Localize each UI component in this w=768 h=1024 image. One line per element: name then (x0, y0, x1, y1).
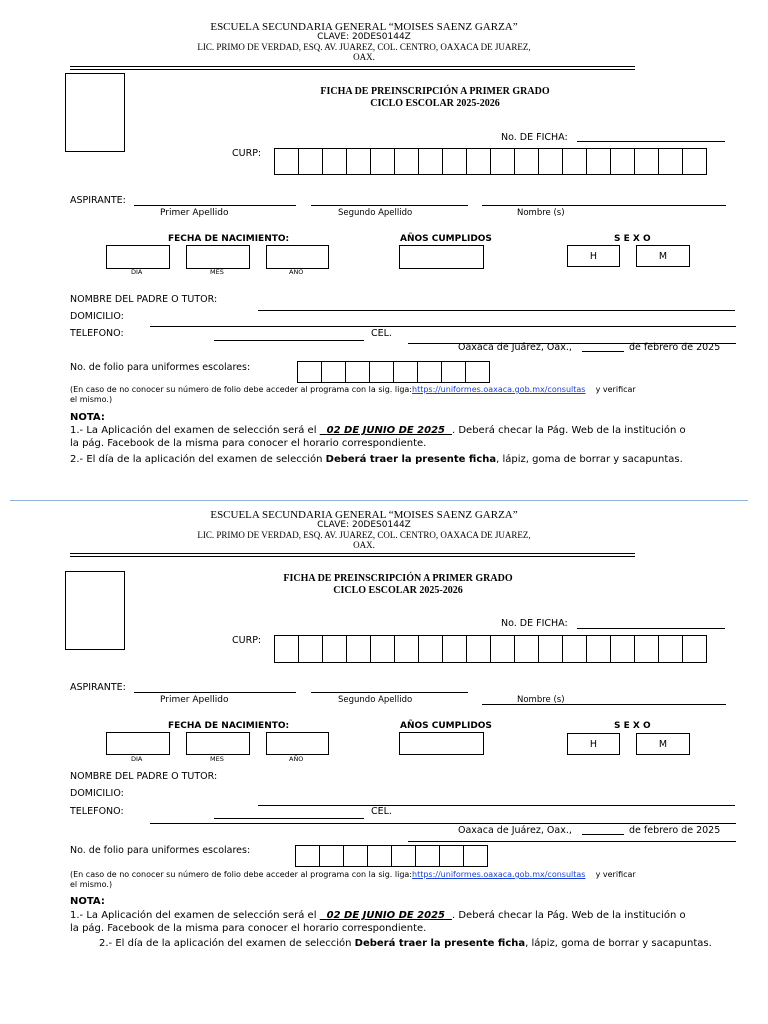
school-name: ESCUELA SECUNDARIA GENERAL “MOISES SAENZ GARZA” (210, 509, 518, 521)
padre-label: NOMBRE DEL PADRE O TUTOR: (70, 294, 218, 305)
school-header (0, 510, 748, 550)
photo-box[interactable] (65, 571, 125, 650)
primer-apellido-field[interactable] (134, 692, 296, 693)
school-clave: CLAVE: 20DES0144Z (317, 32, 411, 42)
sexo-m-box[interactable]: M (636, 245, 690, 267)
segundo-apellido-caption: Segundo Apellido (338, 208, 413, 218)
form-title-line1: FICHA DE PREINSCRIPCIÓN A PRIMER GRADO (283, 573, 513, 584)
sexo-label: S E X O (614, 721, 651, 731)
anos-cumplidos-label: AÑOS CUMPLIDOS (400, 234, 492, 244)
dia-caption: DIA (131, 268, 143, 276)
nota-2: 2.- El día de la aplicación del examen de selección Deberá traer la presente ficha, lápiz, goma de borrar y sacapuntas. (99, 938, 712, 949)
folio-label: No. de folio para uniformes escolares: (70, 362, 251, 373)
fecha-lugar-b: de febrero de 2025 (629, 342, 721, 353)
cel-label: CEL. (371, 328, 392, 339)
ano-caption: AÑO (289, 755, 304, 763)
nombre-field[interactable] (482, 205, 726, 206)
telefono-label: TELEFONO: (70, 328, 124, 339)
primer-apellido-caption: Primer Apellido (160, 695, 229, 705)
school-name: ESCUELA SECUNDARIA GENERAL “MOISES SAENZ GARZA” (210, 21, 518, 33)
ficha-label: No. DE FICHA: (501, 132, 568, 143)
fecha-lugar-b: de febrero de 2025 (629, 825, 721, 836)
copy-separator (10, 500, 748, 501)
aspirante-label: ASPIRANTE: (70, 682, 126, 693)
fecha-dia-field[interactable] (582, 351, 624, 352)
cel-field[interactable] (408, 841, 736, 842)
primer-apellido-field[interactable] (134, 205, 296, 206)
folio-cells[interactable] (295, 845, 487, 867)
ficha-field[interactable] (577, 628, 725, 629)
dia-box[interactable] (106, 245, 170, 269)
header-divider (70, 66, 635, 70)
ficha-field[interactable] (577, 141, 725, 142)
header-divider (70, 553, 635, 557)
form-title (255, 86, 615, 110)
curp-cells[interactable] (274, 148, 706, 175)
telefono-field[interactable] (214, 818, 364, 819)
domicilio-label: DOMICILIO: (70, 788, 124, 799)
anos-cumplidos-label: AÑOS CUMPLIDOS (400, 721, 492, 731)
sexo-m-box[interactable]: M (636, 733, 690, 755)
dia-box[interactable] (106, 732, 170, 755)
fecha-lugar-a: Oaxaca de Juárez, Oax., (458, 825, 572, 836)
fecha-nacimiento-label: FECHA DE NACIMIENTO: (168, 721, 290, 731)
fecha-dia-field[interactable] (582, 834, 624, 835)
mes-box[interactable] (186, 732, 250, 755)
folio-note: (En caso de no conocer su número de folio debe acceder al programa con la sig. liga:https://uniformes.oaxaca.gob.mx/consultas y verificar el mismo.) (70, 870, 636, 889)
padre-field[interactable] (258, 805, 735, 806)
primer-apellido-caption: Primer Apellido (160, 208, 229, 218)
school-address-2: OAX. (353, 540, 375, 550)
segundo-apellido-field[interactable] (311, 205, 468, 206)
ano-caption: AÑO (289, 268, 304, 276)
school-header (0, 22, 748, 62)
form-title-line2: CICLO ESCOLAR 2025-2026 (370, 98, 500, 109)
ano-box[interactable] (266, 245, 329, 269)
form-title-line2: CICLO ESCOLAR 2025-2026 (333, 585, 463, 596)
mes-caption: MES (210, 268, 224, 276)
nombre-caption: Nombre (s) (517, 208, 565, 218)
nota-2: 2.- El día de la aplicación del examen de selección Deberá traer la presente ficha, lápiz, goma de borrar y sacapuntas. (70, 454, 683, 465)
padre-field[interactable] (258, 310, 735, 311)
uniformes-link[interactable]: https://uniformes.oaxaca.gob.mx/consultas (412, 385, 586, 394)
nota-1: 1.- La Aplicación del examen de selección será el 02 DE JUNIO DE 2025 . Deberá checar la Pág. Web de la institución o la pág. Facebook de la misma para conocer el horario correspondiente. (70, 425, 686, 449)
telefono-label: TELEFONO: (70, 806, 124, 817)
anos-box[interactable] (399, 732, 484, 755)
aspirante-label: ASPIRANTE: (70, 195, 126, 206)
sexo-h-box[interactable]: H (567, 245, 620, 267)
ano-box[interactable] (266, 732, 329, 755)
sexo-label: S E X O (614, 234, 651, 244)
school-address-2: OAX. (353, 52, 375, 62)
padre-label: NOMBRE DEL PADRE O TUTOR: (70, 771, 218, 782)
sexo-h-box[interactable]: H (567, 733, 620, 755)
curp-label: CURP: (232, 148, 262, 159)
segundo-apellido-field[interactable] (311, 692, 468, 693)
folio-note: (En caso de no conocer su número de folio debe acceder al programa con la sig. liga:https://uniformes.oaxaca.gob.mx/consultas y verificar el mismo.) (70, 385, 636, 404)
form-title (218, 573, 578, 597)
form-title-line1: FICHA DE PREINSCRIPCIÓN A PRIMER GRADO (320, 86, 550, 97)
fecha-nacimiento-label: FECHA DE NACIMIENTO: (168, 234, 290, 244)
anos-box[interactable] (399, 245, 484, 269)
folio-label: No. de folio para uniformes escolares: (70, 845, 251, 856)
domicilio-field[interactable] (150, 823, 736, 824)
cel-label: CEL. (371, 806, 392, 817)
nota-label: NOTA: (70, 896, 105, 907)
domicilio-label: DOMICILIO: (70, 311, 124, 322)
mes-box[interactable] (186, 245, 250, 269)
school-clave: CLAVE: 20DES0144Z (317, 520, 411, 530)
dia-caption: DIA (131, 755, 143, 763)
school-address-1: LIC. PRIMO DE VERDAD, ESQ. AV. JUAREZ, COL. CENTRO, OAXACA DE JUAREZ, (197, 42, 531, 52)
folio-cells[interactable] (297, 361, 489, 383)
mes-caption: MES (210, 755, 224, 763)
telefono-field[interactable] (214, 340, 364, 341)
fecha-lugar-a: Oaxaca de Juárez, Oax., (458, 342, 572, 353)
nota-label: NOTA: (70, 412, 105, 423)
uniformes-link[interactable]: https://uniformes.oaxaca.gob.mx/consultas (412, 870, 586, 879)
curp-cells[interactable] (274, 635, 706, 663)
curp-label: CURP: (232, 635, 262, 646)
school-address-1: LIC. PRIMO DE VERDAD, ESQ. AV. JUAREZ, COL. CENTRO, OAXACA DE JUAREZ, (197, 530, 531, 540)
nombre-caption: Nombre (s) (517, 695, 565, 705)
ficha-label: No. DE FICHA: (501, 618, 568, 629)
photo-box[interactable] (65, 73, 125, 152)
domicilio-field[interactable] (150, 326, 736, 327)
segundo-apellido-caption: Segundo Apellido (338, 695, 413, 705)
nota-1: 1.- La Aplicación del examen de selección será el 02 DE JUNIO DE 2025 . Deberá checar la Pág. Web de la institución o la pág. Facebook de la misma para conocer el horario correspondiente. (70, 910, 686, 934)
